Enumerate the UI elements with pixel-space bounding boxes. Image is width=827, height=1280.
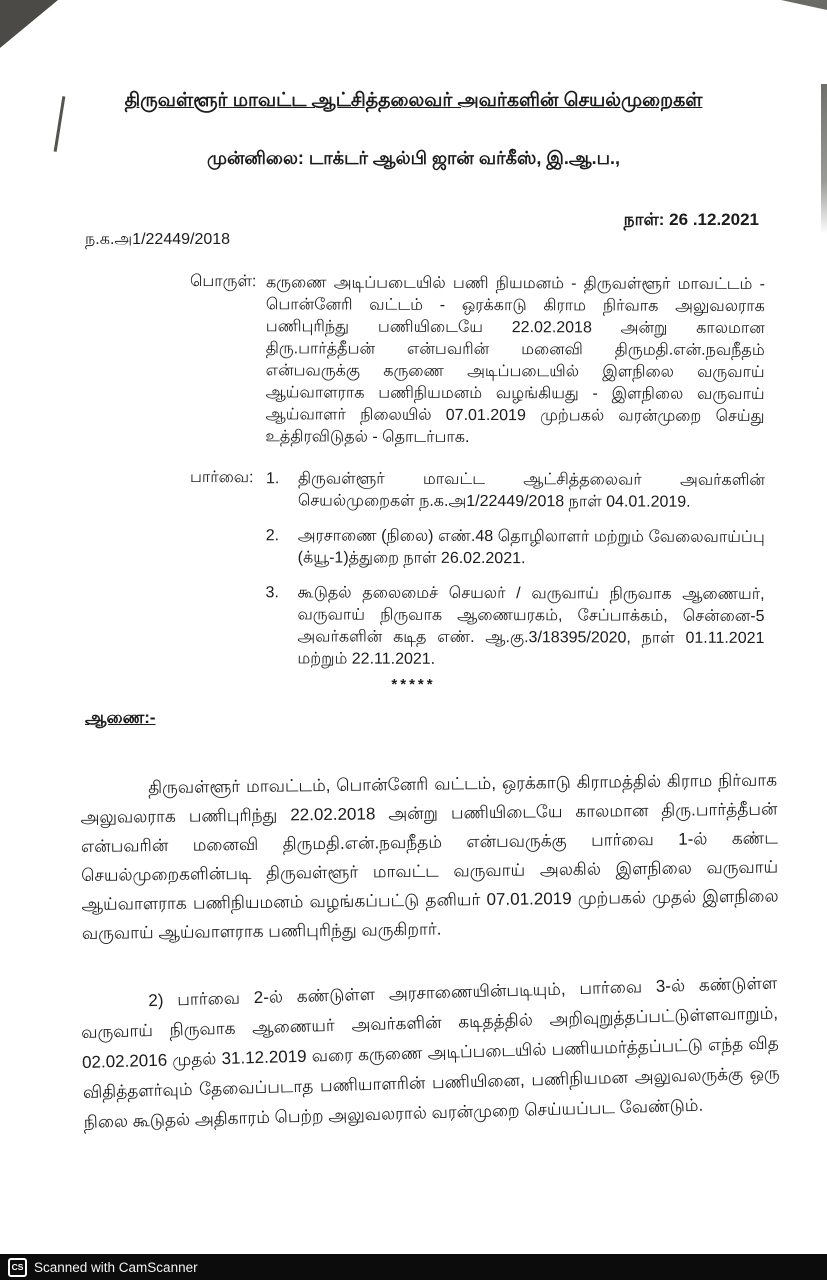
reference-item-text: திருவள்ளூர் மாவட்ட ஆட்சித்தலைவர் அவர்களின் செயல்முறைகள் ந.க.அ1/22449/2018 நாள் 04.01.2019. (297, 470, 765, 511)
camscanner-footer-text: Scanned with CamScanner (34, 1259, 198, 1275)
camscanner-footer-bar (0, 1254, 827, 1280)
reference-item-number: 2. (265, 527, 280, 545)
subject-block (189, 272, 765, 450)
order-heading: ஆணை:- (85, 708, 156, 727)
reference-item (266, 468, 765, 514)
references-list (265, 468, 765, 685)
document-date: நாள்: 26 .12.2021 (623, 210, 759, 229)
reference-item-text: கூடுதல் தலைமைச் செயலர் / வருவாய் நிருவாக ஆணையர், வருவாய் நிருவாக ஆணையரகம், சேப்பாக்கம், சென்னை-5 அவர்களின் கடித எண். ஆ.கு.3/18395/2020, நாள் 01.11.2021 மற்றும் 22.11.2021. (297, 584, 765, 668)
document-title (0, 90, 827, 114)
document-title-text: திருவள்ளூர் மாவட்ட ஆட்சித்தலைவர் அவர்களின் செயல்முறைகள் (124, 90, 703, 111)
section-separator: ***** (391, 676, 436, 693)
order-paragraph-1: திருவள்ளூர் மாவட்டம், பொன்னேரி வட்டம், ஒரக்காடு கிராமத்தில் கிராம நிர்வாக அலுவலராக பணிபுரிந்து 22.02.2018 அன்று பணியிடையே காலமான திரு.பார்த்தீபன் என்பவரின் மனைவி திருமதி.என்.நவநீதம் என்பவருக்கு பார்வை 1-ல் கண்ட செயல்முறைகளின்படி திருவள்ளூர் மாவட்ட வருவாய் அலகில் இளநிலை வருவாய் ஆய்வாளராக பணிநியமனம் வழங்கப்பட்டு தனியர் 07.01.2019 முற்பகல் முதல் இளநிலை வருவாய் ஆய்வாளராக பணிபுரிந்து வருகிறார். (80, 770, 779, 943)
subject-text: கருணை அடிப்படையில் பணி நியமனம் - திருவள்ளூர் மாவட்டம் - பொன்னேரி வட்டம் - ஒரக்காடு கிராம நிர்வாக அலுவலராக பணிபுரிந்து பணியிடையே 22.02.2018 அன்று காலமான திரு.பார்த்தீபன் என்பவரின் மனைவி திருமதி.என்.நவநீதம் என்பவருக்கு கருணை அடிப்படையில் இளநிலை வருவாய் ஆய்வாளராக பணிநியமனம் வழங்கியது - இளநிலை வருவாய் ஆய்வாளர் நிலையில் 07.01.2019 முற்பகல் வரன்முறை செய்து உத்திரவிடுதல் - தொடர்பாக. (265, 274, 765, 446)
camscanner-logo-icon: CS (8, 1258, 27, 1277)
scan-artifact-top-right-corner (781, 0, 827, 10)
reference-item (266, 525, 765, 571)
reference-item-number: 3. (265, 584, 279, 602)
reference-item (265, 582, 764, 672)
reference-number: ந.க.அ1/22449/2018 (85, 231, 231, 248)
references-label: பார்வை: (189, 469, 254, 487)
references-block (189, 468, 765, 685)
reference-item-text: அரசாணை (நிலை) எண்.48 தொழிலாளர் மற்றும் வேலைவாய்ப்பு (க்யூ-1)த்துறை நாள் 26.02.2021. (297, 527, 765, 568)
presence-line: முன்னிலை: டாக்டர் ஆல்பி ஜான் வர்கீஸ், இ.ஆ.ப., (206, 148, 621, 168)
order-paragraph-2: 2) பார்வை 2-ல் கண்டுள்ள அரசாணையின்படியும், பார்வை 3-ல் கண்டுள்ள வருவாய் நிருவாக ஆணையர் அவர்களின் கடிதத்தில் அறிவுறுத்தப்பட்டுள்ளவாறும், 02.02.2016 முதல் 31.12.2019 வரை கருணை அடிப்படையில் பணியமர்த்தப்பட்டு எந்த வித விதித்தளர்வும் தேவைப்படாத பணியாளரின் பணியினை, பணிநியமன அலுவலருக்கு ஒரு நிலை கூடுதல் அதிகாரம் பெற்ற அலுவலரால் வரன்முறை செய்யப்பட வேண்டும். (80, 973, 780, 1132)
scan-artifact-top-left-corner (0, 0, 58, 48)
subject-label: பொருள்: (189, 273, 257, 291)
reference-item-number: 1. (265, 470, 280, 488)
